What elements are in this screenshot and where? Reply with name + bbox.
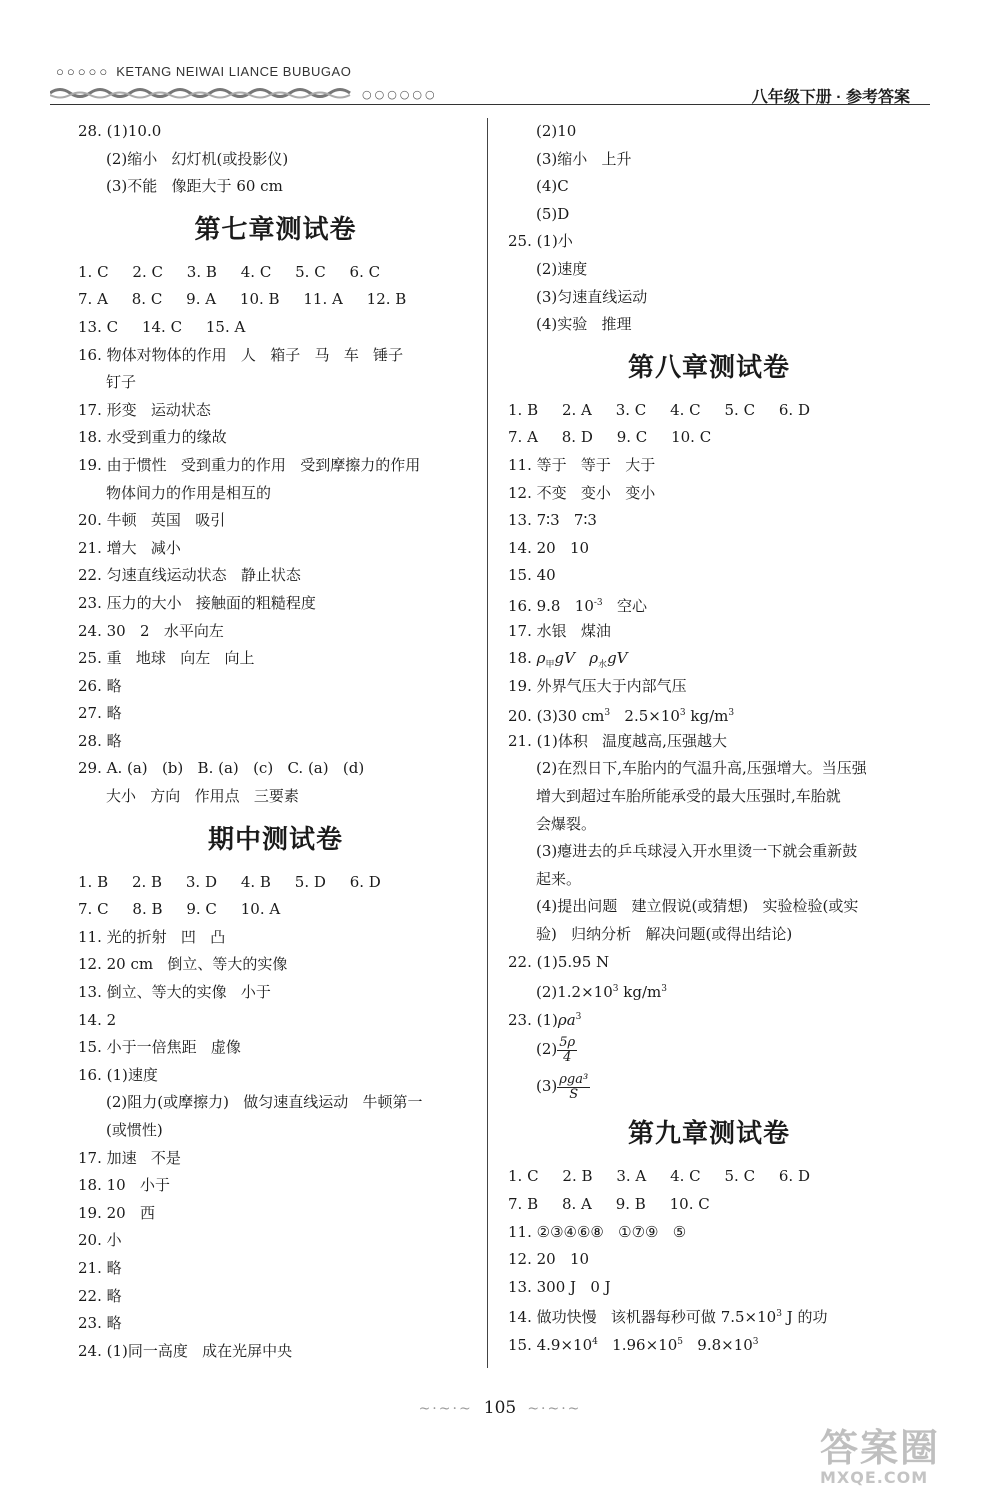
answer-line: 18. 10 小于 — [78, 1176, 171, 1195]
section-title-midterm: 期中测试卷 — [207, 824, 343, 855]
answer-line: (3)缩小 上升 — [536, 149, 632, 168]
answer-line: 14. 做功快慢 该机器每秒可做 $7.5\times 10^3$ J 的功 — [508, 1308, 828, 1327]
answer-line: 7. B 8. A 9. B 10. C — [508, 1195, 710, 1213]
left-column — [78, 118, 473, 1365]
answer-line: 13. C 14. C 15. A — [78, 317, 246, 336]
answer-line: (4)实验 推理 — [536, 315, 632, 334]
answer-line: 18. $\rho_甲gV$ $\rho_水gV$ — [508, 649, 628, 671]
answer-line: 16. 物体对物体的作用 人 箱子 马 车 锤子 — [78, 345, 404, 364]
answer-line: 12. 20 10 — [508, 1250, 590, 1269]
answer-line: 23. 略 — [78, 1314, 122, 1333]
answer-line: 28. (1)10.0 — [78, 122, 162, 140]
answer-line: 7. A 8. D 9. C 10. C — [508, 428, 712, 447]
answer-line: (2)速度 — [536, 259, 588, 278]
answer-line: 物体间力的作用是相互的 — [106, 483, 272, 502]
answer-line: (2)阻力(或摩擦力) 做匀速直线运动 牛顿第一 — [106, 1093, 423, 1112]
answer-line: 15. $4.9\times 10^4$ $1.96\times 10^5$ $9.8\times 10^3$ — [508, 1335, 759, 1354]
fraction: $\frac{5\rho}{4}$ — [559, 1034, 576, 1065]
answer-line: 20. 牛顿 英国 吸引 — [78, 511, 226, 530]
answer-line: 22. (1)5.95 N — [508, 952, 610, 971]
header-ornament — [50, 86, 360, 100]
answer-line: 22. 略 — [78, 1286, 122, 1305]
footer-flourish-left: ~·~·~ — [418, 1401, 473, 1417]
page-footer — [0, 1398, 1000, 1418]
answer-line: (2) $\frac{5\rho}{4}$ — [536, 1034, 576, 1065]
answer-line: 15. 小于一倍焦距 虚像 — [78, 1038, 241, 1057]
answer-line: 21. 增大 减小 — [78, 538, 181, 557]
answer-line: (2)缩小 幻灯机(或投影仪) — [106, 149, 289, 168]
answer-line: 17. 加速 不是 — [78, 1148, 181, 1167]
answer-line: 24. (1)同一高度 成在光屏中央 — [78, 1341, 293, 1360]
answer-line: (3) $\frac{\text{ρga³}}{S}$ — [536, 1071, 589, 1102]
footer-flourish-right: ~·~·~ — [527, 1401, 582, 1417]
header-rule — [50, 104, 930, 105]
answer-line: 13. 倒立、等大的实像 小于 — [78, 983, 271, 1002]
answer-line: 16. (1)速度 — [78, 1065, 158, 1084]
answer-line: 20. 小 — [78, 1231, 122, 1250]
column-divider — [487, 118, 488, 1368]
answer-line: 7. A 8. C 9. A 10. B 11. A 12. B — [78, 290, 407, 309]
series-name: ○○○○○ KETANG NEIWAI LIANCE BUBUGAO — [56, 64, 352, 79]
page-header — [0, 0, 1000, 110]
answer-line: 1. C 2. B 3. A 4. C 5. C 6. D — [508, 1167, 810, 1186]
answer-line: 24. 30 2 水平向左 — [78, 621, 224, 640]
answer-line: 12. 20 cm 倒立、等大的实像 — [78, 955, 288, 974]
answer-line: 1. B 2. A 3. C 4. C 5. C 6. D — [508, 400, 810, 419]
answer-line: 19. 20 西 — [78, 1203, 156, 1222]
answer-line: 11. 等于 等于 大于 — [508, 455, 656, 474]
answer-line: 17. 水银 煤油 — [508, 621, 611, 640]
answer-line: 验) 归纳分析 解决问题(或得出结论) — [536, 925, 793, 944]
answer-line: 25. 重 地球 向左 向上 — [78, 649, 255, 668]
answer-line: 钉子 — [106, 373, 137, 392]
answer-line: 27. 略 — [78, 704, 122, 723]
answer-line: (3)不能 像距大于 60 cm — [106, 177, 283, 196]
section-title-chapter9: 第九章测试卷 — [627, 1119, 790, 1150]
answer-line: (3)瘪进去的乒乓球浸入开水里烫一下就会重新鼓 — [536, 842, 858, 861]
answer-line: 1. B 2. B 3. D 4. B 5. D 6. D — [78, 872, 381, 891]
answer-line: 28. 略 — [78, 731, 122, 750]
answer-line: 大小 方向 作用点 三要素 — [106, 787, 299, 806]
answer-line: 起来。 — [536, 869, 582, 888]
ornament-dots: ○○○○○○ — [362, 88, 438, 101]
answer-line: (2)在烈日下,车胎内的气温升高,压强增大。当压强 — [536, 759, 867, 778]
answer-line: 20. (3)30 $cm^3$ $2.5\times 10^3$ $kg/m^3$ — [508, 707, 735, 726]
answer-line: 17. 形变 运动状态 — [78, 400, 211, 419]
answer-line: 1. C 2. C 3. B 4. C 5. C 6. C — [78, 262, 381, 281]
answer-line: 12. 不变 变小 变小 — [508, 483, 656, 502]
answer-line: 23. 压力的大小 接触面的粗糙程度 — [78, 593, 316, 612]
answer-line: 19. 外界气压大于内部气压 — [508, 676, 687, 695]
answer-line: 22. 匀速直线运动状态 静止状态 — [78, 566, 301, 585]
page-number: 105 — [483, 1398, 517, 1418]
answer-line: 11. ②③④⑥⑧ ①⑦⑨ ⑤ — [508, 1222, 687, 1241]
book-title: 八年级下册 · 参考答案 — [751, 89, 910, 106]
answer-line: 25. (1)小 — [508, 232, 573, 251]
answer-line: (2)10 — [536, 122, 577, 140]
answer-line: 7. C 8. B 9. C 10. A — [78, 900, 281, 919]
answer-line: (5)D — [536, 204, 570, 223]
answer-line: 16. 9.8 $10^{-3}$ 空心 — [508, 596, 647, 615]
answer-line: $(2)1.2\times 10^3$ $kg/m^3$ — [536, 983, 667, 1002]
answer-line: (4)C — [536, 177, 569, 196]
answer-line: 增大到超过车胎所能承受的最大压强时,车胎就 — [536, 787, 841, 806]
fraction: $\frac{\text{ρga³}}{S}$ — [559, 1071, 589, 1102]
watermark-logo: 答案圈 MXQE.COM — [820, 1426, 941, 1487]
answer-line: (或惯性) — [106, 1121, 163, 1139]
answer-line: 13. 300 J 0 J — [508, 1277, 611, 1296]
answer-line: 18. 水受到重力的缘故 — [78, 428, 227, 447]
answer-line: 11. 光的折射 凹 凸 — [78, 927, 226, 946]
answer-line: (4)提出问题 建立假说(或猜想) 实验检验(或实 — [536, 897, 859, 916]
answer-line: 14. 2 — [78, 1010, 117, 1029]
answer-line: 21. 略 — [78, 1258, 122, 1277]
answer-line: 15. 40 — [508, 566, 556, 585]
answer-line: 23. $(1)\rho a^3$ — [508, 1010, 582, 1029]
answer-line: 会爆裂。 — [536, 814, 597, 833]
answer-line: 29. A. (a) (b) B. (a) (c) C. (a) (d) — [78, 759, 365, 778]
answer-line: 21. (1)体积 温度越高,压强越大 — [508, 731, 727, 750]
section-title-chapter7: 第七章测试卷 — [194, 214, 357, 245]
right-column — [508, 118, 910, 1357]
answer-line: 19. 由于惯性 受到重力的作用 受到摩擦力的作用 — [78, 455, 421, 474]
answer-line: 13. 7∶3 7∶3 — [508, 511, 597, 530]
answer-line: 14. 20 10 — [508, 538, 590, 557]
answer-line: 26. 略 — [78, 676, 122, 695]
section-title-chapter8: 第八章测试卷 — [627, 352, 790, 383]
answer-line: (3)匀速直线运动 — [536, 287, 648, 306]
